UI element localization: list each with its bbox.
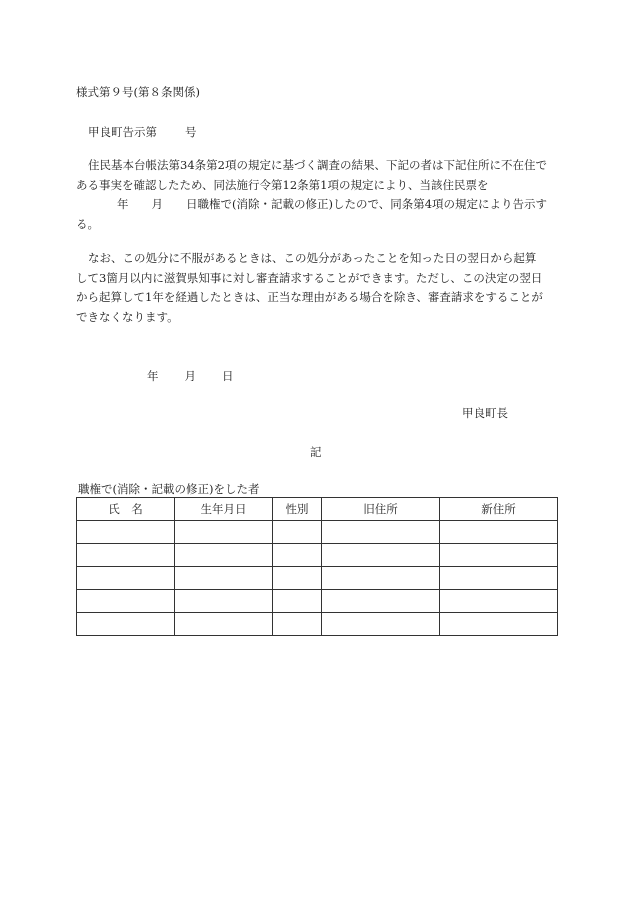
- cell-sex: [273, 567, 322, 590]
- notice-number: [88, 124, 197, 140]
- paragraph-line: できなくなります。: [76, 309, 179, 324]
- notice-prefix: 甲良町告示第: [88, 125, 157, 139]
- cell-sex: [273, 590, 322, 613]
- cell-name: [77, 521, 175, 544]
- table-row: [77, 521, 558, 544]
- cell-new-address: [440, 544, 558, 567]
- date-month: 月: [184, 369, 196, 383]
- cell-new-address: [440, 590, 558, 613]
- date-year: 年: [147, 369, 159, 383]
- cell-new-address: [440, 567, 558, 590]
- cell-sex: [273, 613, 322, 636]
- cell-old-address: [322, 613, 440, 636]
- date-day: 日: [222, 369, 234, 383]
- header-old-address: 旧住所: [322, 498, 440, 521]
- table-header-row: [77, 498, 558, 521]
- paragraph-line: して3箇月以内に滋賀県知事に対し審査請求することができます。ただし、この決定の翌日: [76, 270, 543, 285]
- cell-old-address: [322, 544, 440, 567]
- header-birthdate: 生年月日: [175, 498, 273, 521]
- paragraph-line: る。: [76, 216, 99, 231]
- cell-birthdate: [175, 544, 273, 567]
- paragraph-line: 年 月 日職権で(消除・記載の修正)したので、同条第4項の規定により告示す: [117, 197, 548, 211]
- notice-body-paragraph: [76, 156, 562, 234]
- paragraph-line: なお、この処分に不服があるときは、この処分があったことを知った日の翌日から起算: [88, 251, 537, 265]
- cell-birthdate: [175, 613, 273, 636]
- cell-new-address: [440, 521, 558, 544]
- cell-sex: [273, 521, 322, 544]
- cell-name: [77, 613, 175, 636]
- cell-sex: [273, 544, 322, 567]
- mayor-title: 甲良町長: [462, 406, 508, 420]
- persons-table: [76, 497, 558, 636]
- appeal-notice-paragraph: [76, 249, 562, 327]
- cell-old-address: [322, 567, 440, 590]
- notice-suffix: 号: [185, 125, 197, 139]
- cell-birthdate: [175, 521, 273, 544]
- paragraph-line: ある事実を確認したため、同法施行令第12条第1項の規定により、当該住民票を: [76, 177, 489, 192]
- header-sex: 性別: [273, 498, 322, 521]
- cell-name: [77, 567, 175, 590]
- table-row: [77, 613, 558, 636]
- ki-heading: 記: [310, 445, 322, 459]
- table-row: [77, 544, 558, 567]
- cell-birthdate: [175, 590, 273, 613]
- header-new-address: 新住所: [440, 498, 558, 521]
- paragraph-line: 住民基本台帳法第34条第2項の規定に基づく調査の結果、下記の者は下記住所に不在住で: [88, 158, 547, 172]
- cell-name: [77, 590, 175, 613]
- cell-old-address: [322, 590, 440, 613]
- form-number: 様式第９号(第８条関係): [76, 85, 200, 99]
- table-row: [77, 567, 558, 590]
- cell-old-address: [322, 521, 440, 544]
- header-name: 氏 名: [77, 498, 175, 521]
- cell-birthdate: [175, 567, 273, 590]
- table-caption: 職権で(消除・記載の修正)をした者: [78, 482, 260, 496]
- cell-new-address: [440, 613, 558, 636]
- cell-name: [77, 544, 175, 567]
- table-row: [77, 590, 558, 613]
- date-line: [147, 368, 234, 384]
- paragraph-line: から起算して1年を経過したときは、正当な理由がある場合を除き、審査請求をすることが: [76, 290, 543, 304]
